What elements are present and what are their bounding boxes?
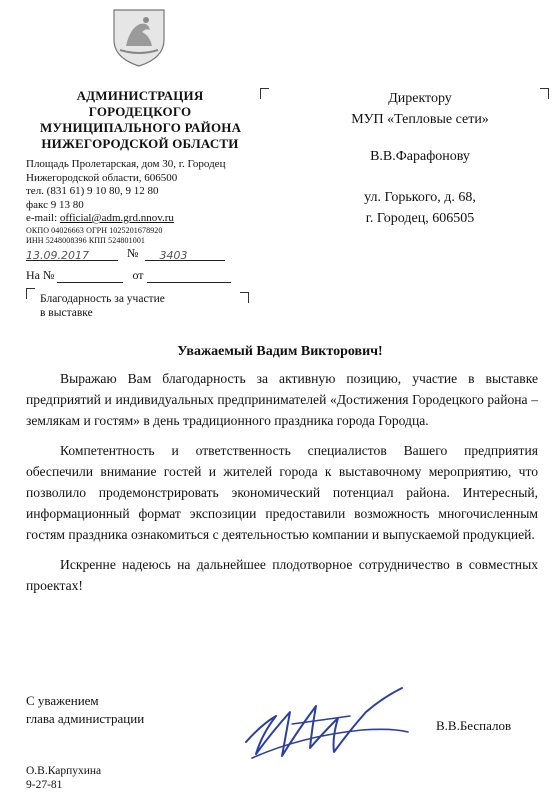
closing-line-2: глава администрации xyxy=(26,711,145,726)
organization-name xyxy=(40,88,240,152)
org-line: ГОРОДЕЦКОГО xyxy=(88,104,192,119)
letter-body xyxy=(26,368,538,596)
executor-name: О.В.Карпухина xyxy=(26,765,102,777)
date-field xyxy=(26,248,118,261)
handwritten-signature xyxy=(232,672,432,782)
reference-number-field xyxy=(57,270,123,283)
signer-name: В.В.Беспалов xyxy=(436,718,512,733)
executor-block xyxy=(26,764,101,792)
subject-bracket-left xyxy=(26,288,35,299)
recipient-position: Директору xyxy=(388,91,452,106)
subject-bracket-right xyxy=(240,292,249,303)
subject-line-1: Благодарность за участие xyxy=(40,293,165,305)
greeting: Уважаемый Вадим Викторович! xyxy=(177,344,383,359)
subject-block xyxy=(40,292,240,320)
number-sign: № xyxy=(127,246,139,260)
closing-block xyxy=(26,692,226,728)
organization-address-block xyxy=(26,158,256,246)
org-line: АДМИНИСТРАЦИЯ xyxy=(76,88,204,103)
address-bracket-left xyxy=(260,88,269,99)
address-line-2: Нижегородской области, 606500 xyxy=(26,171,178,184)
codes-line-1: ОКПО 04026663 ОГРН 1025201678920 xyxy=(26,225,163,235)
phone-line: тел. (831 61) 9 10 80, 9 12 80 xyxy=(26,185,159,197)
address-bracket-right xyxy=(540,88,549,99)
recipient-street: ул. Горького, д. 68, xyxy=(364,190,476,205)
registration-number: 3403 xyxy=(159,249,188,262)
body-paragraph: Компетентность и ответственность специалистов Вашего предприятия обеспечили внимание гостей и жителей города к выставочному мероприятию, что позволило продемонстрировать экономический потенциал района. Интересный, информационный формат экспозиции предоставили возможность многочисленным гостям праздника ознакомиться с деятельностью компании и выпускаемой продукцией. xyxy=(26,442,538,543)
org-line: МУНИЦИПАЛЬНОГО РАЙОНА xyxy=(40,120,242,135)
codes-line-2: ИНН 5248008396 КПП 524801001 xyxy=(26,235,146,245)
number-field xyxy=(145,248,225,261)
registration-date: 13.09.2017 xyxy=(26,249,89,262)
fax-line: факс 9 13 80 xyxy=(26,198,84,211)
reference-date-field xyxy=(147,270,231,283)
reference-line xyxy=(26,268,231,283)
reference-from-label: от xyxy=(132,268,144,282)
org-line: НИЖЕГОРОДСКОЙ ОБЛАСТИ xyxy=(41,136,239,151)
recipient-block xyxy=(300,88,540,229)
recipient-organization: МУП «Тепловые сети» xyxy=(351,112,489,127)
subject-line-2: в выставке xyxy=(40,307,93,319)
executor-phone: 9-27-81 xyxy=(26,779,63,791)
reference-label: На № xyxy=(26,268,55,282)
recipient-city: г. Городец, 606505 xyxy=(365,211,475,226)
email-line xyxy=(26,212,256,226)
body-paragraph: Искренне надеюсь на дальнейшее плодотворное сотрудничество в совместных проектах! xyxy=(26,556,538,593)
address-line-1: Площадь Пролетарская, дом 30, г. Городец xyxy=(26,158,226,170)
recipient-name: В.В.Фарафонову xyxy=(370,149,470,164)
email-label: e-mail: xyxy=(26,212,60,224)
registration-line xyxy=(26,246,256,264)
email-link[interactable]: official@adm.grd.nnov.ru xyxy=(59,212,174,224)
closing-line-1: С уважением xyxy=(26,693,99,708)
coat-of-arms-emblem xyxy=(106,6,172,68)
body-paragraph: Выражаю Вам благодарность за активную позицию, участие в выставке предприятий и индивидуальных предпринимателей «Достижения Городецкого района – землякам и гостям» в день традиционного праздника города Городца. xyxy=(26,371,538,429)
